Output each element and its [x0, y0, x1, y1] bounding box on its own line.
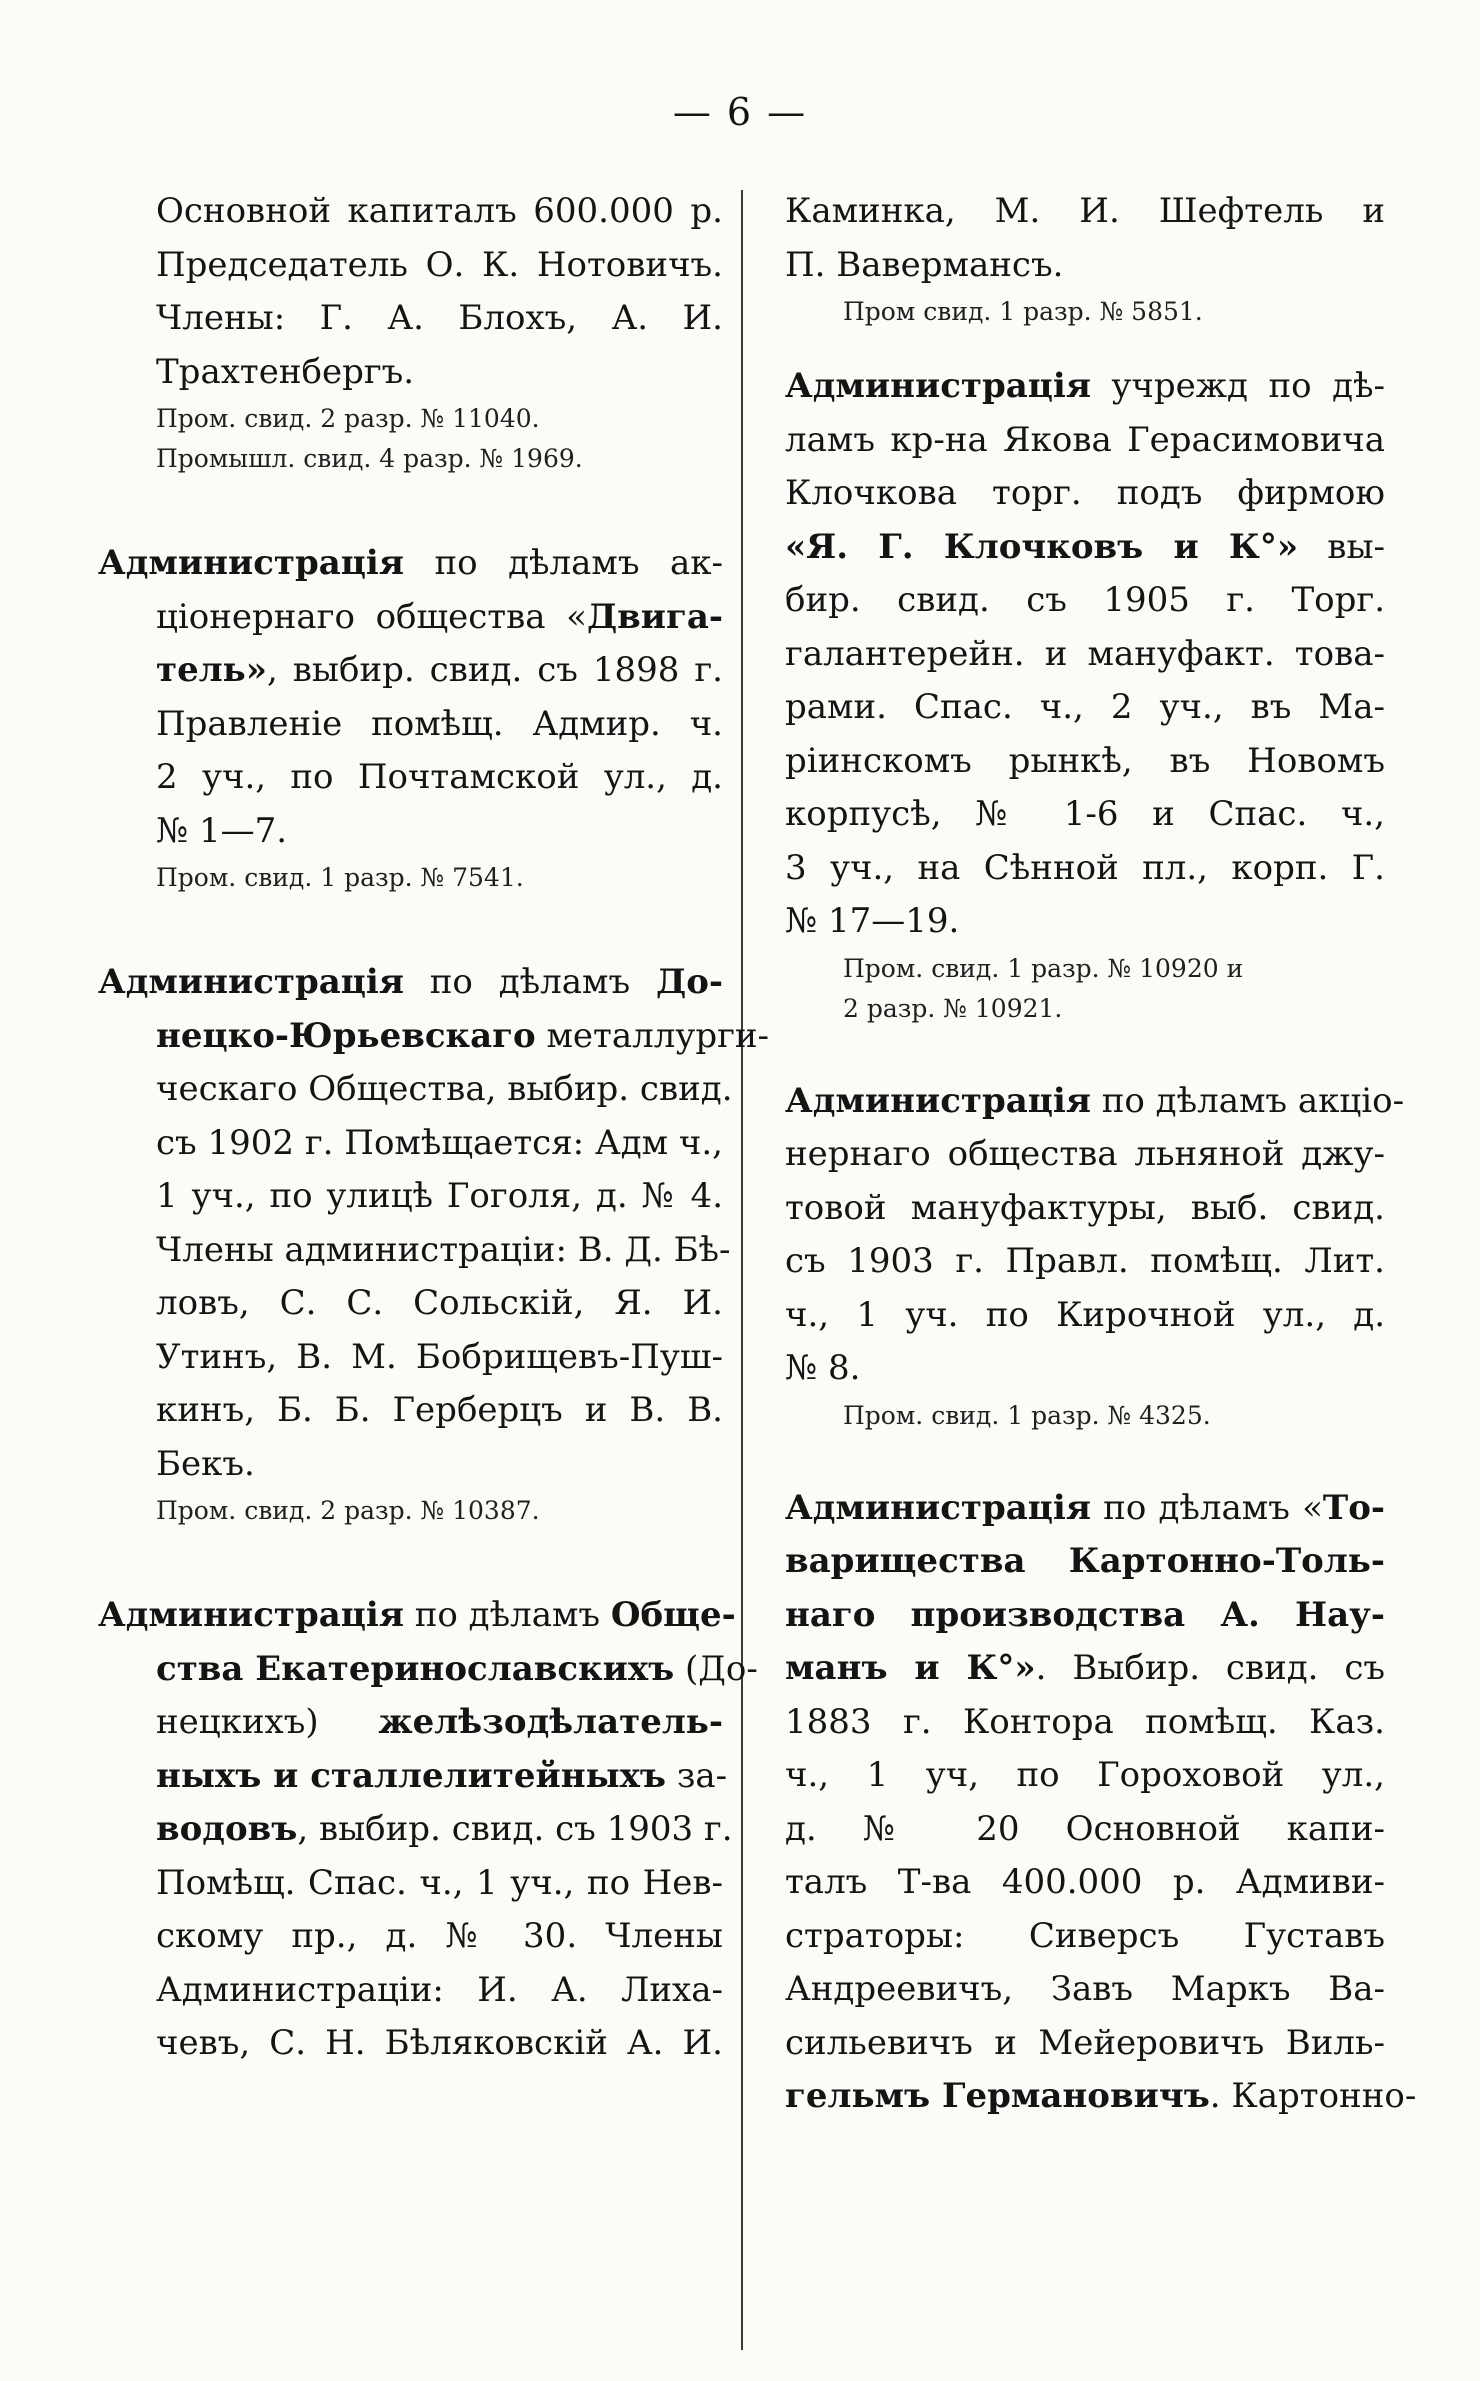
- right-column: [785, 185, 1417, 2124]
- text-line: талъ Т-ва 400.000 р. Адмиви-: [785, 1862, 1385, 1902]
- text-line: наго производства А. Нау-: [785, 1594, 1385, 1635]
- entry-heading: Администрація: [98, 1595, 404, 1635]
- text-line: № 8.: [785, 1348, 861, 1388]
- text-line: Правленіе помѣщ. Адмир. ч.: [156, 703, 723, 744]
- text-line: тель», выбир. свид. съ 1898 г.: [156, 650, 723, 690]
- text-line: ловъ, С. С. Сольскій, Я. И.: [156, 1283, 723, 1323]
- text-line: съ 1903 г. Правл. помѣщ. Лит.: [785, 1241, 1385, 1281]
- text-line: Администрація учрежд по дѣ-: [785, 366, 1385, 406]
- entry-klochkov: [785, 360, 1385, 1029]
- text-line: ріинскомъ рынкѣ, въ Новомъ: [785, 740, 1385, 781]
- text-line: съ 1902 г. Помѣщается: Адм ч.,: [156, 1122, 723, 1163]
- entry-ekaterinoslav-works: [98, 1589, 758, 2071]
- text-line: Клочкова торг. подъ фирмою: [785, 473, 1385, 513]
- text-line: Члены администраціи: В. Д. Бѣ-: [156, 1229, 731, 1270]
- entry-heading: Администрація: [785, 366, 1091, 406]
- text-line: Бекъ.: [156, 1443, 255, 1484]
- license-note: Пром свид. 1 разр. № 5851.: [843, 297, 1203, 326]
- text-line: кинъ, Б. Б. Герберцъ и В. В.: [156, 1390, 723, 1430]
- text-line: Администраціи: И. А. Лиха-: [156, 1969, 723, 2010]
- entry-donetsko-yurievskoe: [98, 956, 770, 1531]
- license-note: Пром. свид. 2 разр. № 11040.: [156, 404, 540, 433]
- text-line: ч., 1 уч, по Гороховой ул.,: [785, 1755, 1385, 1795]
- text-line: Администрація по дѣламъ ак-: [98, 543, 723, 583]
- text-line: ламъ кр-на Якова Герасимовича: [785, 419, 1385, 460]
- text-line: сильевичъ и Мейеровичъ Виль-: [785, 2022, 1385, 2063]
- company-name: нецко-Юрьевскаго: [156, 1015, 536, 1056]
- text-line: д. № 20 Основной капи-: [785, 1808, 1385, 1849]
- entry-kaminka-continuation: [785, 185, 1385, 332]
- entry-heading: Администрація: [785, 1487, 1091, 1528]
- text-line: № 17—19.: [785, 901, 960, 941]
- text-line: 3 уч., на Сѣнной пл., корп. Г.: [785, 847, 1385, 888]
- text-line: скому пр., д. № 30. Члены: [156, 1916, 723, 1956]
- text-line: Основной капиталъ 600.000 р.: [156, 191, 723, 231]
- text-line: Администрація по дѣламъ До-: [98, 962, 723, 1002]
- text-line: водовъ, выбир. свид. съ 1903 г.: [156, 1809, 733, 1849]
- column-divider: [741, 190, 743, 2350]
- text-line: Администрація по дѣламъ акціо-: [785, 1080, 1405, 1121]
- text-line: 1 уч., по улицѣ Гоголя, д. № 4.: [156, 1176, 723, 1216]
- text-line: 2 уч., по Почтамской ул., д.: [156, 757, 723, 797]
- license-note: Пром. свид. 1 разр. № 7541.: [156, 863, 524, 892]
- license-note: Пром. свид. 1 разр. № 4325.: [843, 1400, 1211, 1430]
- text-line: Андреевичъ, Завъ Маркъ Ва-: [785, 1969, 1385, 2009]
- text-line: Члены: Г. А. Блохъ, А. И.: [156, 298, 723, 338]
- entry-heading: Администрація: [98, 962, 404, 1002]
- text-line: ныхъ и сталлелитейныхъ за-: [156, 1755, 728, 1796]
- company-name: ства Екатеринославскихъ: [156, 1648, 675, 1689]
- text-line: страторы: Сиверсъ Густавъ: [785, 1915, 1385, 1956]
- text-line: галантерейн. и мануфакт. това-: [785, 633, 1385, 674]
- company-name: варищества Картонно-Толь-: [785, 1541, 1385, 1581]
- text-line: № 1—7.: [156, 810, 288, 851]
- text-line: товой мануфактуры, выб. свид.: [785, 1187, 1385, 1228]
- text-line: Помѣщ. Спас. ч., 1 уч., по Нев-: [156, 1862, 723, 1903]
- text-line: нернаго общества льняной джу-: [785, 1134, 1385, 1174]
- text-line: гельмъ Германовичъ. Картонно-: [785, 2076, 1417, 2116]
- text-line: Администрація по дѣламъ «То-: [785, 1487, 1385, 1528]
- license-note: Пром. свид. 1 разр. № 10920 и: [843, 953, 1244, 983]
- text-line: ства Екатеринославскихъ (До-: [156, 1648, 758, 1689]
- text-line: бир. свид. съ 1905 г. Торг.: [785, 580, 1385, 620]
- text-line: 1883 г. Контора помѣщ. Каз.: [785, 1701, 1385, 1742]
- text-line: ч., 1 уч. по Кирочной ул., д.: [785, 1294, 1385, 1335]
- company-name: «Я. Г. Клочковъ и К°»: [785, 526, 1299, 567]
- text-line: Каминка, М. И. Шефтель и: [785, 191, 1385, 231]
- entry-dvigatel-continuation: [98, 185, 723, 479]
- text-line: «Я. Г. Клочковъ и К°» вы-: [785, 526, 1386, 567]
- license-note: Промышл. свид. 4 разр. № 1969.: [156, 444, 583, 473]
- text-line: [785, 1535, 1385, 1589]
- page-number: — 6 —: [672, 90, 808, 134]
- text-line: Утинъ, В. М. Бобрищевъ-Пуш-: [156, 1336, 723, 1377]
- company-name: Двига-: [586, 596, 723, 637]
- text-line: корпусѣ, № 1-6 и Спас. ч.,: [785, 794, 1385, 834]
- text-line: Трахтенбергъ.: [156, 351, 415, 392]
- entry-heading: Администрація: [785, 1080, 1091, 1121]
- entry-jute-manufactory: [785, 1075, 1405, 1436]
- text-line: ческаго Общества, выбир. свид.: [156, 1069, 733, 1109]
- company-name: тель»: [156, 650, 267, 690]
- license-note: 2 разр. № 10921.: [843, 993, 1063, 1023]
- text-line: чевъ, С. Н. Бѣляковскій А. И.: [156, 2023, 723, 2063]
- license-note: Пром. свид. 2 разр. № 10387.: [156, 1496, 540, 1525]
- entry-kartonno-tolnoe: [785, 1482, 1417, 2124]
- text-line: рами. Спас. ч., 2 уч., въ Ма-: [785, 687, 1385, 727]
- left-column: [98, 185, 770, 2071]
- text-line: Администрація по дѣламъ Обще-: [98, 1595, 736, 1635]
- entry-heading: Администрація: [98, 543, 404, 583]
- text-line: нецкихъ) желѣзодѣлатель-: [156, 1702, 723, 1742]
- text-line: ціонернаго общества «Двига-: [156, 596, 723, 637]
- text-line: манъ и К°». Выбир. свид. съ: [785, 1648, 1385, 1688]
- text-line: Председатель О. К. Нотовичъ.: [156, 244, 723, 285]
- text-line: П. Вавермансъ.: [785, 244, 1064, 285]
- text-line: нецко-Юрьевскаго металлурги-: [156, 1015, 770, 1056]
- entry-dvigatel: [98, 537, 723, 898]
